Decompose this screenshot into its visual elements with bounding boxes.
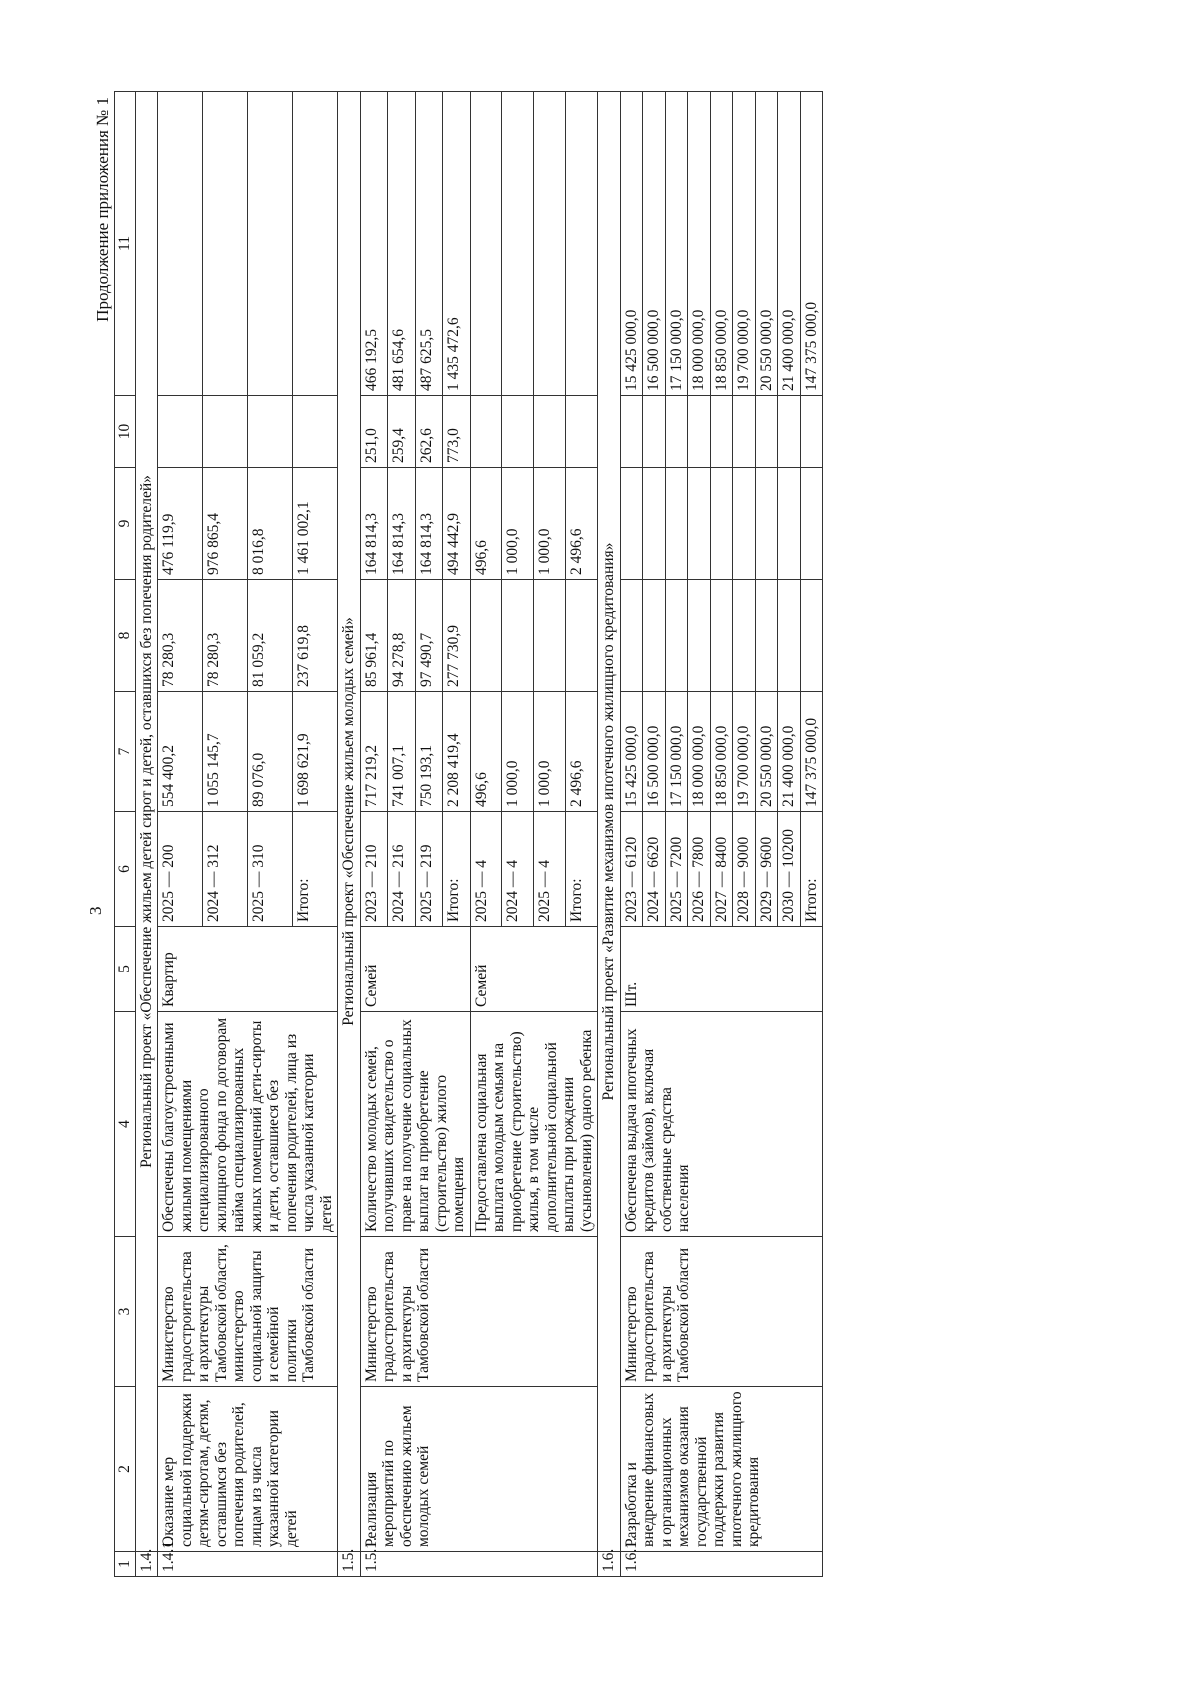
cell-c6: 2025 — 310 <box>248 812 293 927</box>
table-row <box>620 92 643 1577</box>
cell-c9: 8 016,8 <box>248 468 293 580</box>
cell-c9 <box>800 468 823 580</box>
cell-c9: 1 000,0 <box>502 468 534 580</box>
cell-c10 <box>158 396 203 468</box>
cell-c6: 2027 — 8400 <box>710 812 733 927</box>
continuation-title: Продолжение приложения № 1 <box>93 97 112 322</box>
cell-c11: 16 500 000,0 <box>643 92 666 396</box>
cell-c10 <box>643 396 666 468</box>
cell-c8 <box>534 580 566 692</box>
cell-c7: 89 076,0 <box>248 692 293 812</box>
cell-c11 <box>158 92 203 396</box>
cell-c6: 2024 — 216 <box>388 812 416 927</box>
cell-c8 <box>710 580 733 692</box>
column-header: 9 <box>115 468 136 580</box>
indicator: Предоставлена социальная выплата молодым семьям на приобретение (строительство) жилья, в том числе дополнительной социальной выплаты при рождении (усыновлении) одного ребенка <box>470 1012 598 1237</box>
cell-c11: 15 425 000,0 <box>620 92 643 396</box>
cell-c8 <box>665 580 688 692</box>
cell-c7: 16 500 000,0 <box>643 692 666 812</box>
cell-c8 <box>502 580 534 692</box>
section-title: Региональный проект «Обеспечение жильем молодых семей» <box>338 92 361 1552</box>
cell-c10 <box>248 396 293 468</box>
cell-c9: 1 000,0 <box>534 468 566 580</box>
cell-c10 <box>502 396 534 468</box>
cell-c7: 496,6 <box>470 692 502 812</box>
cell-c7: 717 219,2 <box>360 692 388 812</box>
unit: Семей <box>470 927 598 1012</box>
page-number: 3 <box>86 906 105 915</box>
unit: Семей <box>360 927 470 1012</box>
measure-name: Разработка и внедрение финансовых и организационных механизмов оказания государственной поддержки развития ипотечного жилищного кредитования <box>620 1387 823 1552</box>
column-header: 4 <box>115 1012 136 1237</box>
cell-c10: 251,0 <box>360 396 388 468</box>
cell-c6: 2028 — 9000 <box>733 812 756 927</box>
cell-c7: 15 425 000,0 <box>620 692 643 812</box>
cell-c10 <box>710 396 733 468</box>
table-row <box>360 92 388 1577</box>
cell-c11: 17 150 000,0 <box>665 92 688 396</box>
executor: Министерство градостроительства и архитектуры Тамбовской области, министерство социальной защиты и семейной политики Тамбовской области <box>158 1237 338 1387</box>
cell-c11: 19 700 000,0 <box>733 92 756 396</box>
section-number: 1.4. <box>135 1552 158 1577</box>
cell-c7: 1 055 145,7 <box>203 692 248 812</box>
cell-c10 <box>566 396 598 468</box>
cell-c8: 78 280,3 <box>203 580 248 692</box>
cell-c11: 20 550 000,0 <box>755 92 778 396</box>
cell-c11: 147 375 000,0 <box>800 92 823 396</box>
cell-c6: 2023 — 210 <box>360 812 388 927</box>
cell-c10 <box>733 396 756 468</box>
cell-c10 <box>800 396 823 468</box>
executor: Министерство градостроительства и архитектуры Тамбовской области <box>620 1237 823 1387</box>
column-header: 11 <box>115 92 136 396</box>
cell-c7: 18 000 000,0 <box>688 692 711 812</box>
cell-c9 <box>643 468 666 580</box>
cell-c9: 494 442,9 <box>443 468 471 580</box>
cell-c11 <box>293 92 338 396</box>
cell-c6: 2025 — 4 <box>534 812 566 927</box>
cell-c10 <box>778 396 801 468</box>
cell-c6: 2024 — 4 <box>502 812 534 927</box>
cell-c7: 19 700 000,0 <box>733 692 756 812</box>
cell-c7: 741 007,1 <box>388 692 416 812</box>
item-number: 1.6.1. <box>620 1552 823 1577</box>
cell-c10 <box>470 396 502 468</box>
section-row <box>598 92 621 1577</box>
cell-c11: 466 192,5 <box>360 92 388 396</box>
cell-c8: 237 619,8 <box>293 580 338 692</box>
cell-c9: 164 814,3 <box>360 468 388 580</box>
section-title: Региональный проект «Обеспечение жильем детей сирот и детей, оставшихся без попечения родителей» <box>135 92 158 1552</box>
cell-c8: 277 730,9 <box>443 580 471 692</box>
cell-c8: 81 059,2 <box>248 580 293 692</box>
cell-c10: 773,0 <box>443 396 471 468</box>
cell-c11: 487 625,5 <box>415 92 443 396</box>
cell-c7: 2 496,6 <box>566 692 598 812</box>
cell-c8 <box>755 580 778 692</box>
cell-c6: 2025 — 200 <box>158 812 203 927</box>
cell-c10 <box>665 396 688 468</box>
column-header: 3 <box>115 1237 136 1387</box>
cell-c8 <box>643 580 666 692</box>
column-header: 8 <box>115 580 136 692</box>
cell-c6: 2030 — 10200 <box>778 812 801 927</box>
cell-c7: 147 375 000,0 <box>800 692 823 812</box>
cell-c11: 1 435 472,6 <box>443 92 471 396</box>
cell-c8: 78 280,3 <box>158 580 203 692</box>
column-header: 2 <box>115 1387 136 1552</box>
cell-c6: Итого: <box>443 812 471 927</box>
cell-c6: Итого: <box>293 812 338 927</box>
cell-c9 <box>755 468 778 580</box>
cell-c6: 2024 — 6620 <box>643 812 666 927</box>
cell-c7: 1 000,0 <box>534 692 566 812</box>
rotated-page <box>48 83 1128 1660</box>
cell-c6: 2025 — 219 <box>415 812 443 927</box>
cell-c11: 481 654,6 <box>388 92 416 396</box>
cell-c11: 21 400 000,0 <box>778 92 801 396</box>
cell-c7: 21 400 000,0 <box>778 692 801 812</box>
section-title: Региональный проект «Развитие механизмов ипотечного жилищного кредитования» <box>598 92 621 1552</box>
column-header: 10 <box>115 396 136 468</box>
cell-c7: 2 208 419,4 <box>443 692 471 812</box>
cell-c10 <box>688 396 711 468</box>
column-number-row <box>115 92 136 1577</box>
indicator: Количество молодых семей, получивших свидетельство о праве на получение социальных выплат на приобретение (строительство) жилого помещения <box>360 1012 470 1237</box>
measure-name: Реализация мероприятий по обеспечению жильем молодых семей <box>360 1387 598 1552</box>
cell-c6: 2026 — 7800 <box>688 812 711 927</box>
item-number: 1.5.1. <box>360 1552 598 1577</box>
cell-c9: 496,6 <box>470 468 502 580</box>
cell-c10: 262,6 <box>415 396 443 468</box>
measure-name: Оказание мер социальной поддержки детям-сиротам, детям, оставшимся без попечения родителей, лицам из числа указанной категории детей <box>158 1387 338 1552</box>
cell-c7: 1 000,0 <box>502 692 534 812</box>
item-number: 1.4.1. <box>158 1552 338 1577</box>
unit: Шт. <box>620 927 823 1012</box>
cell-c7: 17 150 000,0 <box>665 692 688 812</box>
cell-c8: 97 490,7 <box>415 580 443 692</box>
cell-c6: Итого: <box>566 812 598 927</box>
cell-c6: Итого: <box>800 812 823 927</box>
program-table <box>114 91 823 1577</box>
cell-c8 <box>566 580 598 692</box>
cell-c6: 2025 — 4 <box>470 812 502 927</box>
cell-c10 <box>620 396 643 468</box>
cell-c10 <box>293 396 338 468</box>
table-row <box>158 92 203 1577</box>
cell-c8: 94 278,8 <box>388 580 416 692</box>
cell-c9 <box>620 468 643 580</box>
cell-c11 <box>502 92 534 396</box>
cell-c9: 1 461 002,1 <box>293 468 338 580</box>
cell-c9: 2 496,6 <box>566 468 598 580</box>
cell-c8 <box>470 580 502 692</box>
column-header: 1 <box>115 1552 136 1577</box>
cell-c6: 2023 — 6120 <box>620 812 643 927</box>
cell-c11 <box>566 92 598 396</box>
section-row <box>135 92 158 1577</box>
cell-c11: 18 850 000,0 <box>710 92 733 396</box>
cell-c9: 164 814,3 <box>388 468 416 580</box>
column-header: 5 <box>115 927 136 1012</box>
cell-c10 <box>203 396 248 468</box>
cell-c6: 2025 — 7200 <box>665 812 688 927</box>
cell-c10 <box>534 396 566 468</box>
cell-c7: 554 400,2 <box>158 692 203 812</box>
cell-c7: 750 193,1 <box>415 692 443 812</box>
cell-c11: 18 000 000,0 <box>688 92 711 396</box>
cell-c7: 20 550 000,0 <box>755 692 778 812</box>
column-header: 7 <box>115 692 136 812</box>
column-header: 6 <box>115 812 136 927</box>
cell-c6: 2024 — 312 <box>203 812 248 927</box>
cell-c11 <box>534 92 566 396</box>
indicator: Обеспечены благоустроенными жилыми помещениями специализированного жилищного фонда по договорам найма специализированных жилых помещений дети-сироты и дети, оставшиеся без попечения родителей, лица из числа указанной категории детей <box>158 1012 338 1237</box>
cell-c9 <box>688 468 711 580</box>
cell-c8 <box>620 580 643 692</box>
cell-c9 <box>710 468 733 580</box>
cell-c11 <box>470 92 502 396</box>
cell-c7: 1 698 621,9 <box>293 692 338 812</box>
cell-c9 <box>665 468 688 580</box>
unit: Квартир <box>158 927 338 1012</box>
cell-c7: 18 850 000,0 <box>710 692 733 812</box>
cell-c8 <box>778 580 801 692</box>
cell-c11 <box>248 92 293 396</box>
section-number: 1.5. <box>338 1552 361 1577</box>
cell-c10: 259,4 <box>388 396 416 468</box>
cell-c6: 2029 — 9600 <box>755 812 778 927</box>
cell-c9 <box>778 468 801 580</box>
cell-c11 <box>203 92 248 396</box>
executor: Министерство градостроительства и архитектуры Тамбовской области <box>360 1237 598 1387</box>
cell-c9: 476 119,9 <box>158 468 203 580</box>
cell-c9: 164 814,3 <box>415 468 443 580</box>
section-row <box>338 92 361 1577</box>
cell-c8 <box>800 580 823 692</box>
section-number: 1.6. <box>598 1552 621 1577</box>
cell-c8 <box>688 580 711 692</box>
cell-c8 <box>733 580 756 692</box>
cell-c9 <box>733 468 756 580</box>
indicator: Обеспечена выдача ипотечных кредитов (займов), включая собственные средства населения <box>620 1012 823 1237</box>
cell-c8: 85 961,4 <box>360 580 388 692</box>
cell-c10 <box>755 396 778 468</box>
cell-c9: 976 865,4 <box>203 468 248 580</box>
